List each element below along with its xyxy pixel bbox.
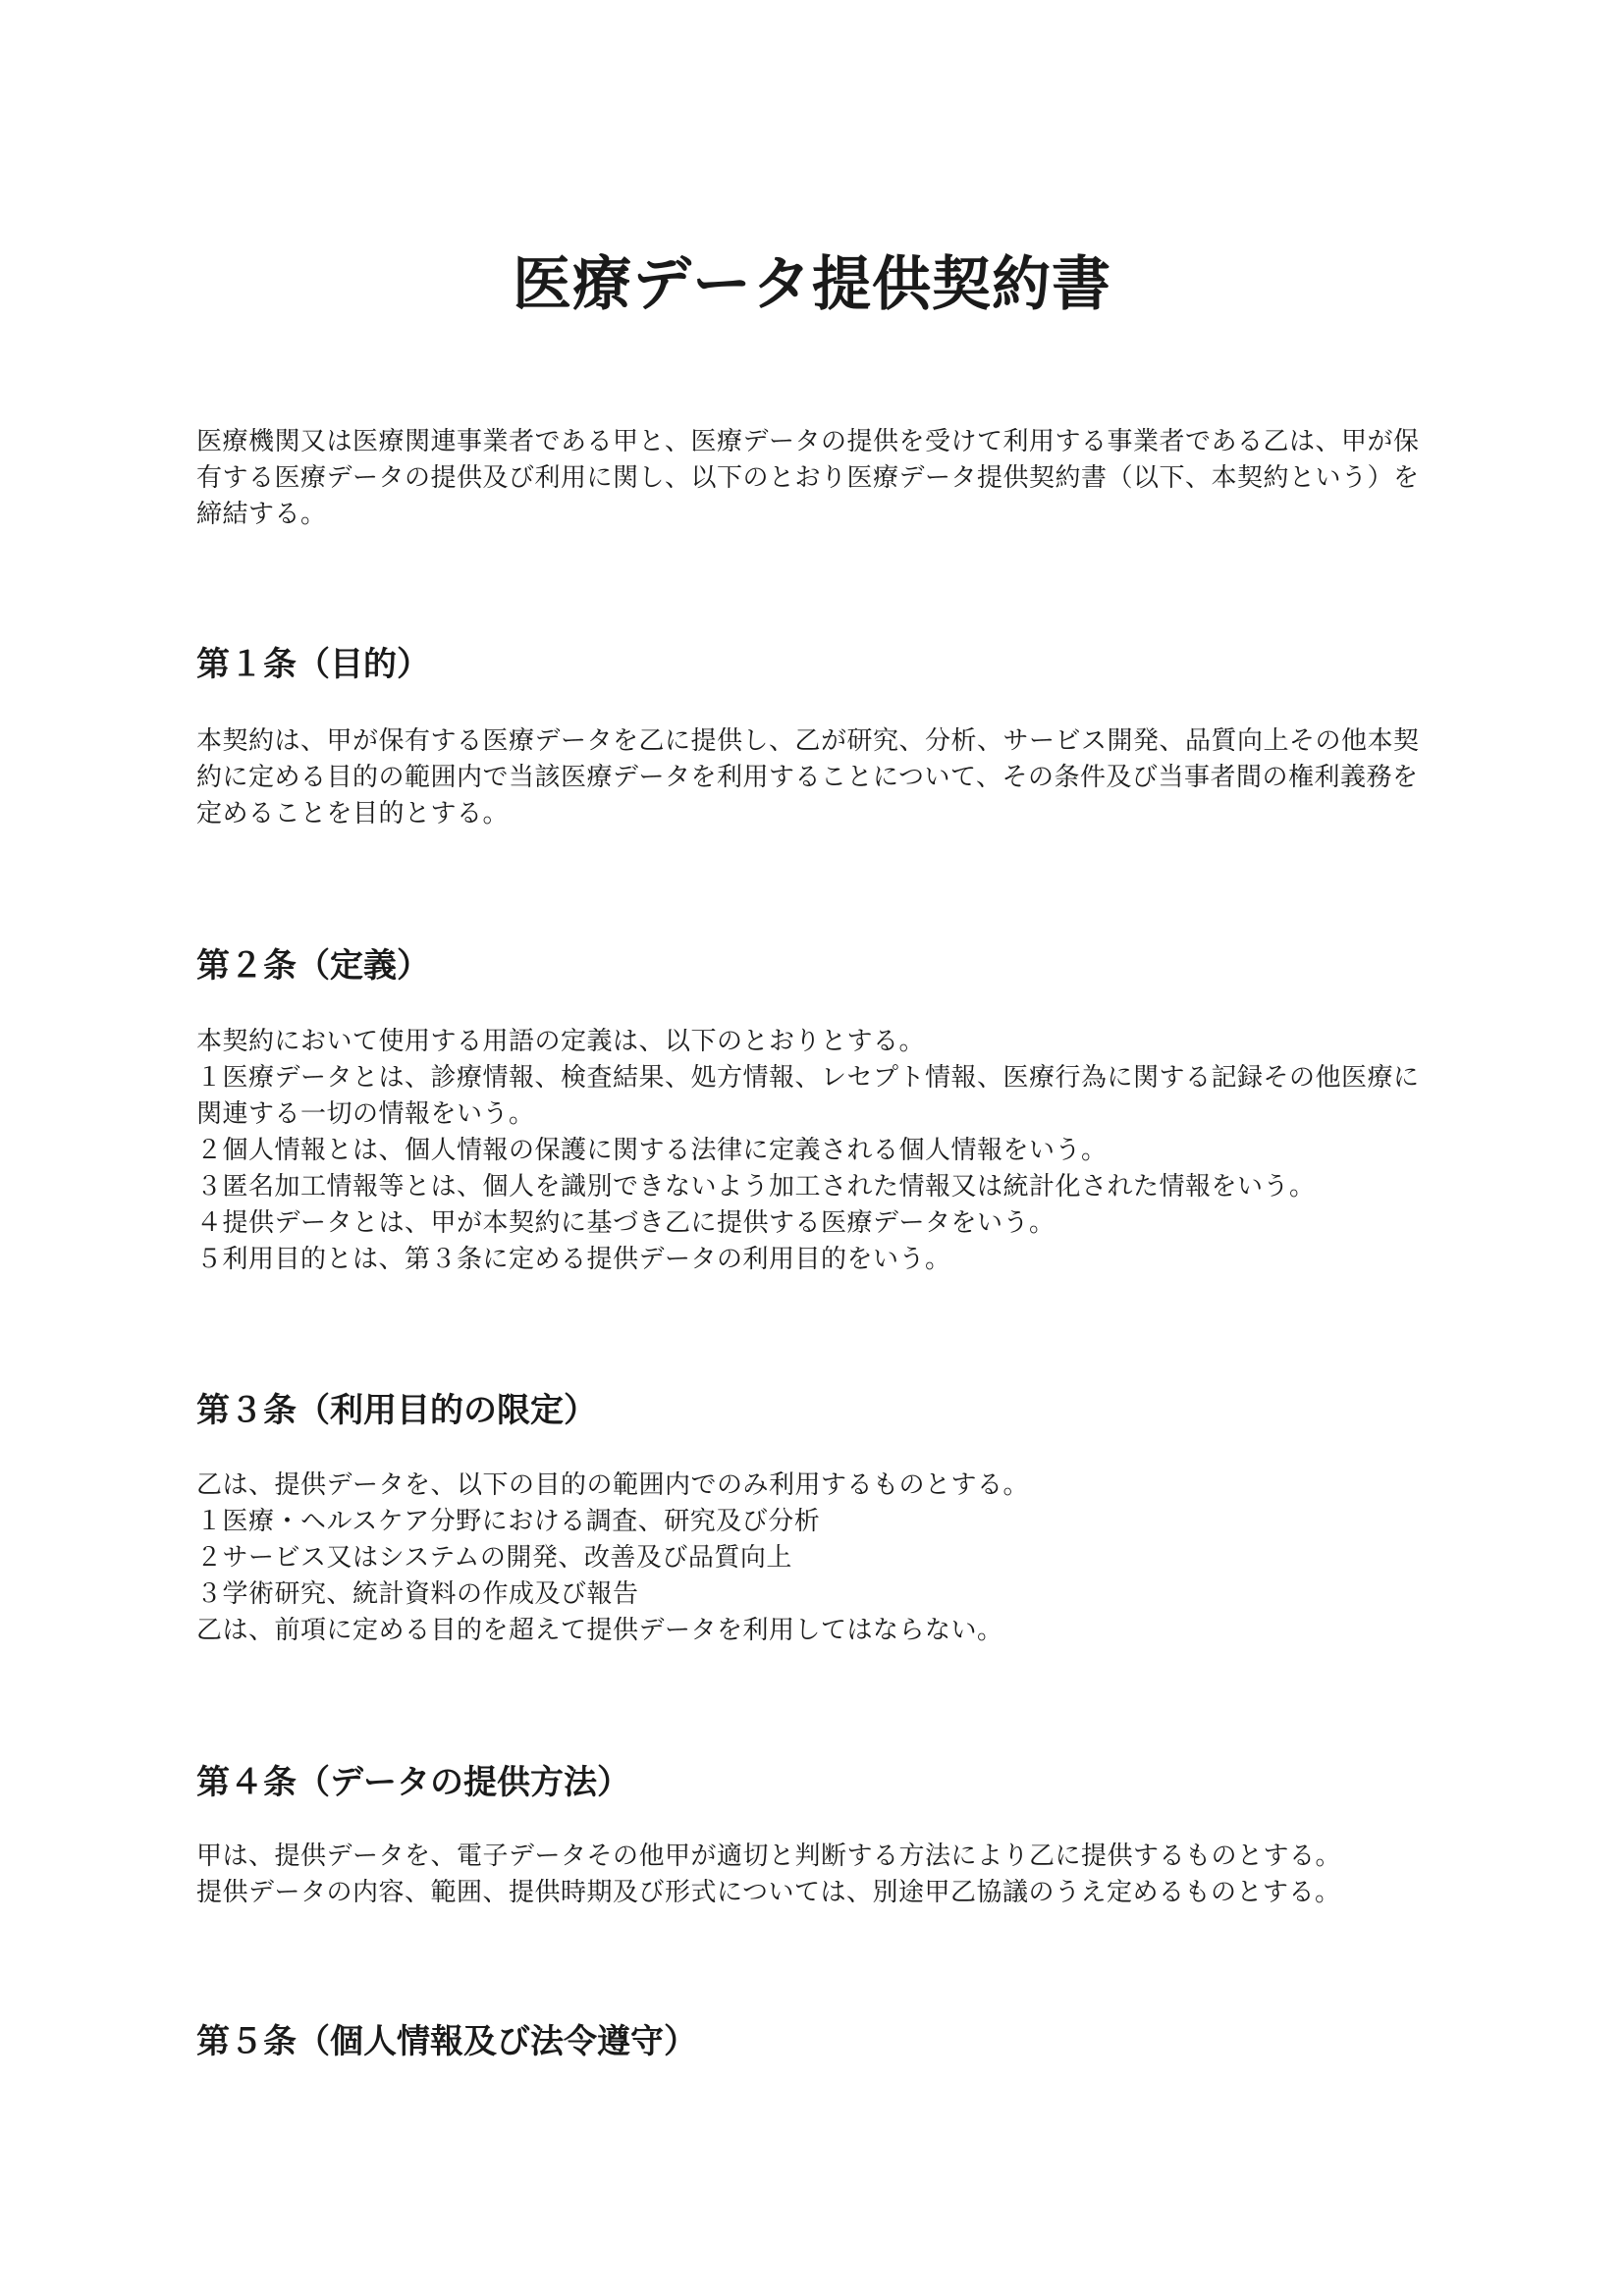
- article-1-heading: 第１条（目的）: [196, 645, 430, 684]
- article-2-line: 本契約において使用する用語の定義は、以下のとおりとする。: [196, 1027, 926, 1056]
- article-4-line: 甲は、提供データを、電子データその他甲が適切と判断する方法により乙に提供するものとする。: [196, 1842, 1342, 1871]
- article-2-line: ２個人情報とは、個人情報の保護に関する法律に定義される個人情報をいう。: [196, 1136, 1108, 1165]
- preamble: [196, 424, 1434, 533]
- document-title: 医療データ提供契約書: [513, 250, 1111, 319]
- article-4-body: [196, 1839, 1434, 1911]
- article-2-body: [196, 1024, 1434, 1278]
- article-3-line: 乙は、提供データを、以下の目的の範囲内でのみ利用するものとする。: [196, 1470, 1030, 1500]
- article-2-line: ４提供データとは、甲が本契約に基づき乙に提供する医療データをいう。: [196, 1208, 1056, 1238]
- article-3-line: ３学術研究、統計資料の作成及び報告: [196, 1579, 639, 1609]
- article-3-line: 乙は、前項に定める目的を超えて提供データを利用してはならない。: [196, 1616, 1003, 1645]
- article-2-line: ５利用目的とは、第３条に定める提供データの利用目的をいう。: [196, 1245, 951, 1274]
- article-5-heading: 第５条（個人情報及び法令遵守）: [196, 2022, 697, 2061]
- article-4-line: 提供データの内容、範囲、提供時期及び形式については、別途甲乙協議のうえ定めるものとする。: [196, 1878, 1341, 1907]
- article-1-body: [196, 723, 1434, 832]
- article-1-line: 本契約は、甲が保有する医療データを乙に提供し、乙が研究、分析、サービス開発、品質向上その他本契約に定める目的の範囲内で当該医療データを利用することについて、その条件及び当事者間の権利義務を定めることを目的とする。: [196, 726, 1420, 828]
- article-2-heading: 第２条（定義）: [196, 946, 430, 986]
- article-4-heading: 第４条（データの提供方法）: [196, 1763, 630, 1802]
- article-3-line: ２サービス又はシステムの開発、改善及び品質向上: [196, 1543, 792, 1573]
- article-2-line: １医療データとは、診療情報、検査結果、処方情報、レセプト情報、医療行為に関する記録その他医療に関連する一切の情報をいう。: [196, 1063, 1420, 1129]
- article-3-heading: 第３条（利用目的の限定）: [196, 1391, 597, 1430]
- preamble-text: 医療機関又は医療関連事業者である甲と、医療データの提供を受けて利用する事業者である乙は、甲が保有する医療データの提供及び利用に関し、以下のとおり医療データ提供契約書（以下、本契約という）を締結する。: [196, 427, 1420, 529]
- article-3-line: １医療・ヘルスケア分野における調査、研究及び分析: [196, 1507, 821, 1536]
- article-2-line: ３匿名加工情報等とは、個人を識別できないよう加工された情報又は統計化された情報をいう。: [196, 1172, 1316, 1201]
- article-3-body: [196, 1468, 1434, 1649]
